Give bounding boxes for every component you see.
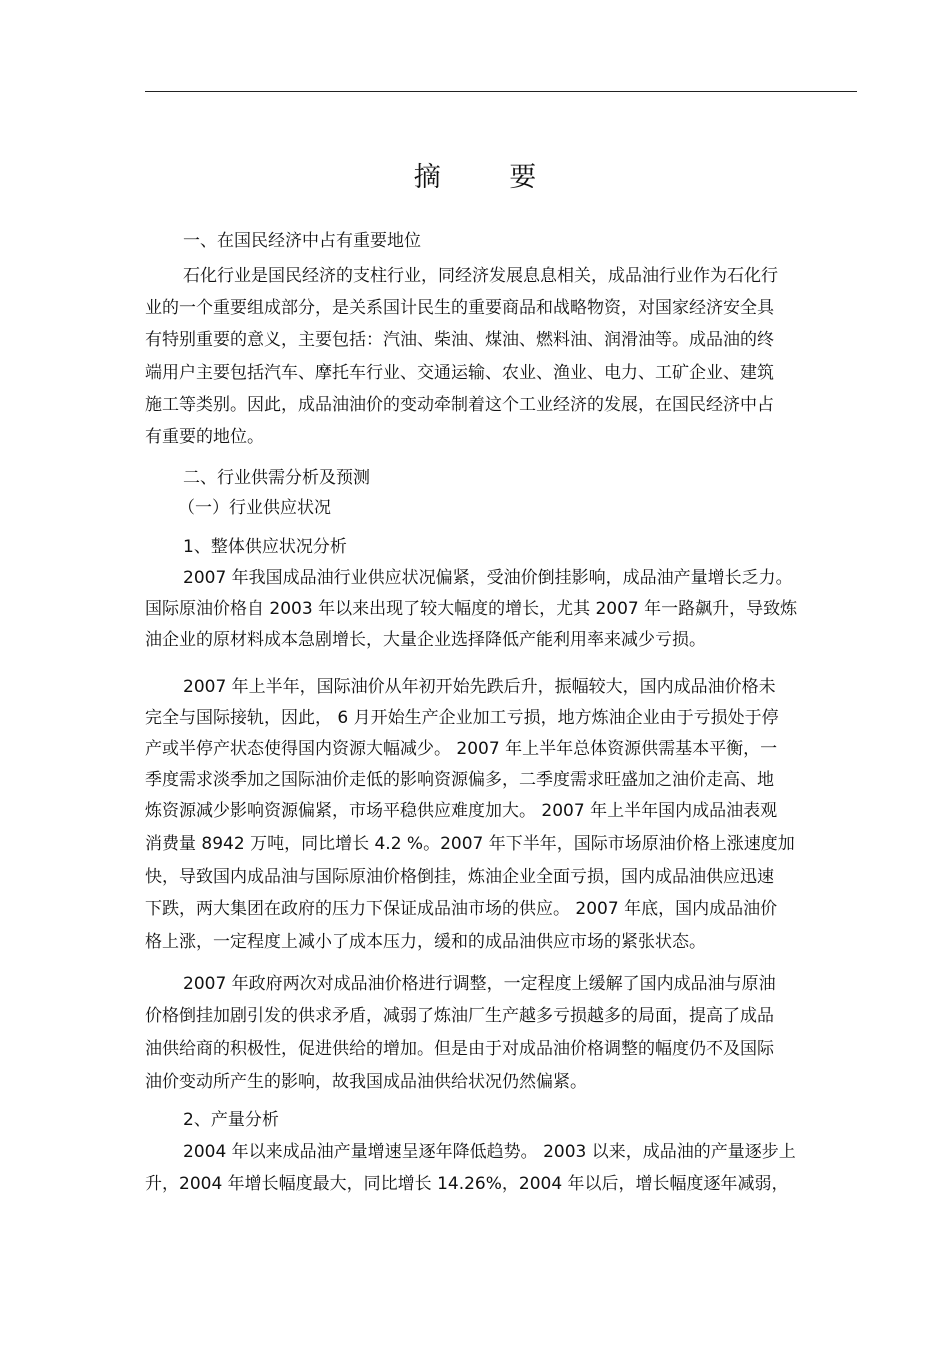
paragraph-line: 施工等类别。因此，成品油油价的变动牵制着这个工业经济的发展，在国民经济中占 xyxy=(145,395,774,415)
page-title: 摘 要 xyxy=(413,162,567,193)
header-rule xyxy=(145,91,857,92)
paragraph-line: 消费量 8942 万吨，同比增长 4.2 %。2007 年下半年，国际市场原油价格上涨速度加 xyxy=(145,834,795,854)
paragraph-line: 端用户主要包括汽车、摩托车行业、交通运输、农业、渔业、电力、工矿企业、建筑 xyxy=(145,363,774,383)
paragraph-line: 业的一个重要组成部分，是关系国计民生的重要商品和战略物资，对国家经济安全具 xyxy=(145,298,774,318)
section-heading-2: 二、行业供需分析及预测 xyxy=(183,468,370,488)
paragraph-line: 升，2004 年增长幅度最大，同比增长 14.26%，2004 年以后，增长幅度逐年减弱， xyxy=(145,1174,789,1194)
paragraph-line: 有特别重要的意义，主要包括：汽油、柴油、煤油、燃料油、润滑油等。成品油的终 xyxy=(145,330,774,350)
subsection-heading: （一）行业供应状况 xyxy=(178,498,331,518)
paragraph-line: 2007 年上半年，国际油价从年初开始先跌后升，振幅较大，国内成品油价格未 xyxy=(183,677,776,697)
paragraph-line: 2007 年政府两次对成品油价格进行调整，一定程度上缓解了国内成品油与原油 xyxy=(183,974,776,994)
section-heading-1: 一、在国民经济中占有重要地位 xyxy=(183,231,421,251)
paragraph-line: 快，导致国内成品油与国际原油价格倒挂，炼油企业全面亏损，国内成品油供应迅速 xyxy=(145,867,774,887)
paragraph-line: 价格倒挂加剧引发的供求矛盾，减弱了炼油厂生产越多亏损越多的局面，提高了成品 xyxy=(145,1006,774,1026)
paragraph-line: 油价变动所产生的影响，故我国成品油供给状况仍然偏紧。 xyxy=(145,1072,587,1092)
paragraph-line: 有重要的地位。 xyxy=(145,427,264,447)
paragraph-line: 完全与国际接轨，因此， 6 月开始生产企业加工亏损，地方炼油企业由于亏损处于停 xyxy=(145,708,779,728)
paragraph-line: 下跌，两大集团在政府的压力下保证成品油市场的供应。 2007 年底，国内成品油价 xyxy=(145,899,778,919)
paragraph-line: 炼资源减少影响资源偏紧，市场平稳供应难度加大。 2007 年上半年国内成品油表观 xyxy=(145,801,778,821)
subsection-heading: 1、整体供应状况分析 xyxy=(183,537,347,557)
paragraph-line: 油企业的原材料成本急剧增长，大量企业选择降低产能利用率来减少亏损。 xyxy=(145,630,706,650)
paragraph-line: 油供给商的积极性，促进供给的增加。但是由于对成品油价格调整的幅度仍不及国际 xyxy=(145,1039,774,1059)
paragraph-line: 2004 年以来成品油产量增速呈逐年降低趋势。 2003 以来，成品油的产量逐步上 xyxy=(183,1142,796,1162)
paragraph-line: 季度需求淡季加之国际油价走低的影响资源偏多，二季度需求旺盛加之油价走高、地 xyxy=(145,770,774,790)
paragraph-line: 产或半停产状态使得国内资源大幅减少。 2007 年上半年总体资源供需基本平衡，一 xyxy=(145,739,778,759)
subsection-heading: 2、产量分析 xyxy=(183,1110,279,1130)
paragraph-line: 石化行业是国民经济的支柱行业，同经济发展息息相关，成品油行业作为石化行 xyxy=(183,266,778,286)
paragraph-line: 格上涨，一定程度上减小了成本压力，缓和的成品油供应市场的紧张状态。 xyxy=(145,932,706,952)
paragraph-line: 2007 年我国成品油行业供应状况偏紧，受油价倒挂影响，成品油产量增长乏力。 xyxy=(183,568,793,588)
paragraph-line: 国际原油价格自 2003 年以来出现了较大幅度的增长，尤其 2007 年一路飙升，导致炼 xyxy=(145,599,798,619)
